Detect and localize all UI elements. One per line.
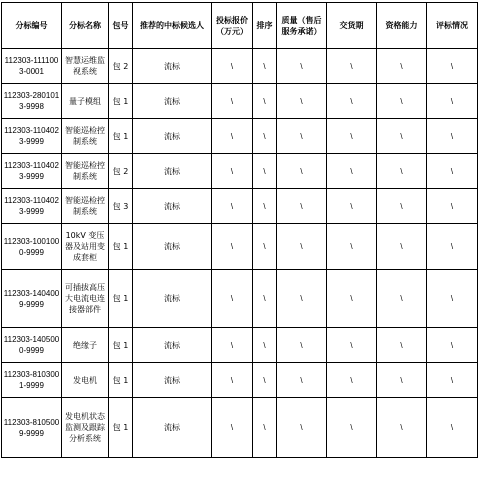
table-row bbox=[2, 189, 478, 224]
quality-cell: \ bbox=[277, 363, 327, 398]
header-bid-price: 投标报价（万元） bbox=[212, 3, 253, 49]
qualification-cell: \ bbox=[377, 398, 427, 458]
evaluation-cell: \ bbox=[427, 363, 478, 398]
table-row bbox=[2, 224, 478, 270]
candidate-cell: 流标 bbox=[133, 398, 212, 458]
delivery-cell: \ bbox=[327, 119, 377, 154]
rank-cell: \ bbox=[253, 119, 277, 154]
package-cell: 包 1 bbox=[109, 119, 133, 154]
evaluation-cell: \ bbox=[427, 154, 478, 189]
lot-number-cell: 112303-1405000-9999 bbox=[2, 328, 62, 363]
lot-name-cell: 可插拔高压大电流电连接器部件 bbox=[62, 270, 109, 328]
rank-cell: \ bbox=[253, 224, 277, 270]
price-cell: \ bbox=[212, 398, 253, 458]
lot-number-cell: 112303-2801013-9998 bbox=[2, 84, 62, 119]
table-header-row bbox=[2, 3, 478, 49]
package-cell: 包 1 bbox=[109, 224, 133, 270]
qualification-cell: \ bbox=[377, 154, 427, 189]
evaluation-cell: \ bbox=[427, 49, 478, 84]
rank-cell: \ bbox=[253, 270, 277, 328]
package-cell: 包 2 bbox=[109, 49, 133, 84]
candidate-cell: 流标 bbox=[133, 154, 212, 189]
lot-name-cell: 智能巡检控制系统 bbox=[62, 189, 109, 224]
header-qualification: 资格能力 bbox=[377, 3, 427, 49]
lot-number-cell: 112303-1104023-9999 bbox=[2, 154, 62, 189]
price-cell: \ bbox=[212, 119, 253, 154]
lot-name-cell: 智慧运维监视系统 bbox=[62, 49, 109, 84]
lot-name-cell: 发电机状态监测及跟踪分析系统 bbox=[62, 398, 109, 458]
price-cell: \ bbox=[212, 84, 253, 119]
table-row bbox=[2, 270, 478, 328]
quality-cell: \ bbox=[277, 270, 327, 328]
lot-number-cell: 112303-1404009-9999 bbox=[2, 270, 62, 328]
qualification-cell: \ bbox=[377, 119, 427, 154]
table-row bbox=[2, 49, 478, 84]
quality-cell: \ bbox=[277, 84, 327, 119]
lot-name-cell: 量子模组 bbox=[62, 84, 109, 119]
table-row bbox=[2, 84, 478, 119]
price-cell: \ bbox=[212, 328, 253, 363]
quality-cell: \ bbox=[277, 224, 327, 270]
candidate-cell: 流标 bbox=[133, 189, 212, 224]
lot-number-cell: 112303-1001000-9999 bbox=[2, 224, 62, 270]
delivery-cell: \ bbox=[327, 270, 377, 328]
package-cell: 包 1 bbox=[109, 363, 133, 398]
delivery-cell: \ bbox=[327, 328, 377, 363]
quality-cell: \ bbox=[277, 189, 327, 224]
price-cell: \ bbox=[212, 224, 253, 270]
quality-cell: \ bbox=[277, 119, 327, 154]
package-cell: 包 2 bbox=[109, 154, 133, 189]
evaluation-cell: \ bbox=[427, 224, 478, 270]
rank-cell: \ bbox=[253, 49, 277, 84]
table-row bbox=[2, 119, 478, 154]
delivery-cell: \ bbox=[327, 224, 377, 270]
evaluation-cell: \ bbox=[427, 84, 478, 119]
bid-results-table bbox=[1, 2, 478, 458]
delivery-cell: \ bbox=[327, 398, 377, 458]
header-quality: 质量（售后服务承诺） bbox=[277, 3, 327, 49]
rank-cell: \ bbox=[253, 189, 277, 224]
lot-number-cell: 112303-8105009-9999 bbox=[2, 398, 62, 458]
delivery-cell: \ bbox=[327, 189, 377, 224]
header-recommended-candidate: 推荐的中标候选人 bbox=[133, 3, 212, 49]
lot-number-cell: 112303-1111003-0001 bbox=[2, 49, 62, 84]
delivery-cell: \ bbox=[327, 84, 377, 119]
quality-cell: \ bbox=[277, 49, 327, 84]
price-cell: \ bbox=[212, 189, 253, 224]
table-row bbox=[2, 363, 478, 398]
lot-name-cell: 智能巡检控制系统 bbox=[62, 119, 109, 154]
delivery-cell: \ bbox=[327, 363, 377, 398]
evaluation-cell: \ bbox=[427, 398, 478, 458]
qualification-cell: \ bbox=[377, 363, 427, 398]
evaluation-cell: \ bbox=[427, 119, 478, 154]
qualification-cell: \ bbox=[377, 49, 427, 84]
price-cell: \ bbox=[212, 270, 253, 328]
lot-name-cell: 10kV 变压器及站用变成套柜 bbox=[62, 224, 109, 270]
rank-cell: \ bbox=[253, 363, 277, 398]
quality-cell: \ bbox=[277, 154, 327, 189]
lot-number-cell: 112303-1104023-9999 bbox=[2, 119, 62, 154]
header-lot-name: 分标名称 bbox=[62, 3, 109, 49]
package-cell: 包 1 bbox=[109, 270, 133, 328]
package-cell: 包 1 bbox=[109, 84, 133, 119]
rank-cell: \ bbox=[253, 154, 277, 189]
price-cell: \ bbox=[212, 154, 253, 189]
evaluation-cell: \ bbox=[427, 270, 478, 328]
qualification-cell: \ bbox=[377, 328, 427, 363]
lot-name-cell: 绝缘子 bbox=[62, 328, 109, 363]
price-cell: \ bbox=[212, 49, 253, 84]
header-rank: 排序 bbox=[253, 3, 277, 49]
quality-cell: \ bbox=[277, 398, 327, 458]
candidate-cell: 流标 bbox=[133, 328, 212, 363]
rank-cell: \ bbox=[253, 84, 277, 119]
lot-number-cell: 112303-8103001-9999 bbox=[2, 363, 62, 398]
evaluation-cell: \ bbox=[427, 328, 478, 363]
candidate-cell: 流标 bbox=[133, 49, 212, 84]
candidate-cell: 流标 bbox=[133, 363, 212, 398]
qualification-cell: \ bbox=[377, 84, 427, 119]
header-delivery: 交货期 bbox=[327, 3, 377, 49]
evaluation-cell: \ bbox=[427, 189, 478, 224]
lot-name-cell: 发电机 bbox=[62, 363, 109, 398]
header-evaluation: 评标情况 bbox=[427, 3, 478, 49]
rank-cell: \ bbox=[253, 398, 277, 458]
lot-number-cell: 112303-1104023-9999 bbox=[2, 189, 62, 224]
header-package: 包号 bbox=[109, 3, 133, 49]
table-row bbox=[2, 328, 478, 363]
bid-results-document bbox=[1, 2, 478, 458]
package-cell: 包 1 bbox=[109, 328, 133, 363]
package-cell: 包 3 bbox=[109, 189, 133, 224]
qualification-cell: \ bbox=[377, 224, 427, 270]
table-row bbox=[2, 398, 478, 458]
lot-name-cell: 智能巡检控制系统 bbox=[62, 154, 109, 189]
candidate-cell: 流标 bbox=[133, 270, 212, 328]
candidate-cell: 流标 bbox=[133, 119, 212, 154]
table-row bbox=[2, 154, 478, 189]
candidate-cell: 流标 bbox=[133, 224, 212, 270]
quality-cell: \ bbox=[277, 328, 327, 363]
price-cell: \ bbox=[212, 363, 253, 398]
qualification-cell: \ bbox=[377, 270, 427, 328]
header-lot-number: 分标编号 bbox=[2, 3, 62, 49]
delivery-cell: \ bbox=[327, 154, 377, 189]
candidate-cell: 流标 bbox=[133, 84, 212, 119]
rank-cell: \ bbox=[253, 328, 277, 363]
qualification-cell: \ bbox=[377, 189, 427, 224]
delivery-cell: \ bbox=[327, 49, 377, 84]
package-cell: 包 1 bbox=[109, 398, 133, 458]
